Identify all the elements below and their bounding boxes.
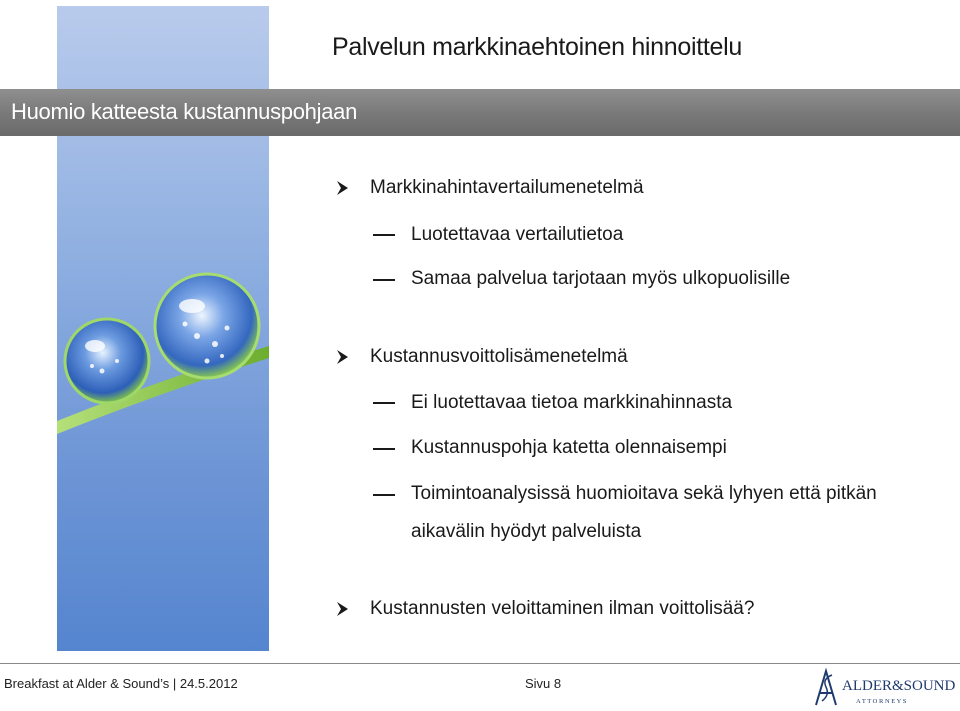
bullet-item: Markkinahintavertailumenetelmä [370,177,644,198]
sub-bullet-item: Toimintoanalysissä huomioitava sekä lyhyen että pitkän [411,483,877,504]
bullet-item: Kustannusvoittolisämenetelmä [370,346,628,367]
logo-tagline: A T T O R N E Y S [856,698,907,705]
arrow-bullet-icon [336,601,350,617]
footer-page-number: Sivu 8 [525,676,562,691]
footer-divider [0,663,960,664]
sub-bullet-item: Samaa palvelua tarjotaan myös ulkopuolisille [411,268,791,289]
arrow-bullet-icon [336,180,350,196]
sub-bullet-item: Luotettavaa vertailutietoa [411,224,624,245]
water-droplet-illustration [57,266,269,466]
dash-bullet-icon [373,402,395,404]
small-droplet [65,319,149,403]
sub-bullet-continuation: aikavälin hyödyt palveluista [411,521,642,542]
sub-bullet-item: Ei luotettavaa tietoa markkinahinnasta [411,392,733,413]
alder-sound-logo [812,665,960,709]
dash-bullet-icon [373,494,395,496]
dash-bullet-icon [373,234,395,236]
sub-bullet-item: Kustannuspohja katetta olennaisempi [411,437,727,458]
bullet-item: Kustannusten veloittaminen ilman voittolisää? [370,598,755,619]
dash-bullet-icon [373,448,395,450]
arrow-bullet-icon [336,349,350,365]
slide-title: Palvelun markkinaehtoinen hinnoittelu [332,33,743,61]
footer-event-label: Breakfast at Alder & Sound’s | 24.5.2012 [4,676,238,691]
subtitle-text: Huomio katteesta kustannuspohjaan [11,99,357,124]
dash-bullet-icon [373,279,395,281]
logo-wordmark: ALDER&SOUND [842,678,956,694]
